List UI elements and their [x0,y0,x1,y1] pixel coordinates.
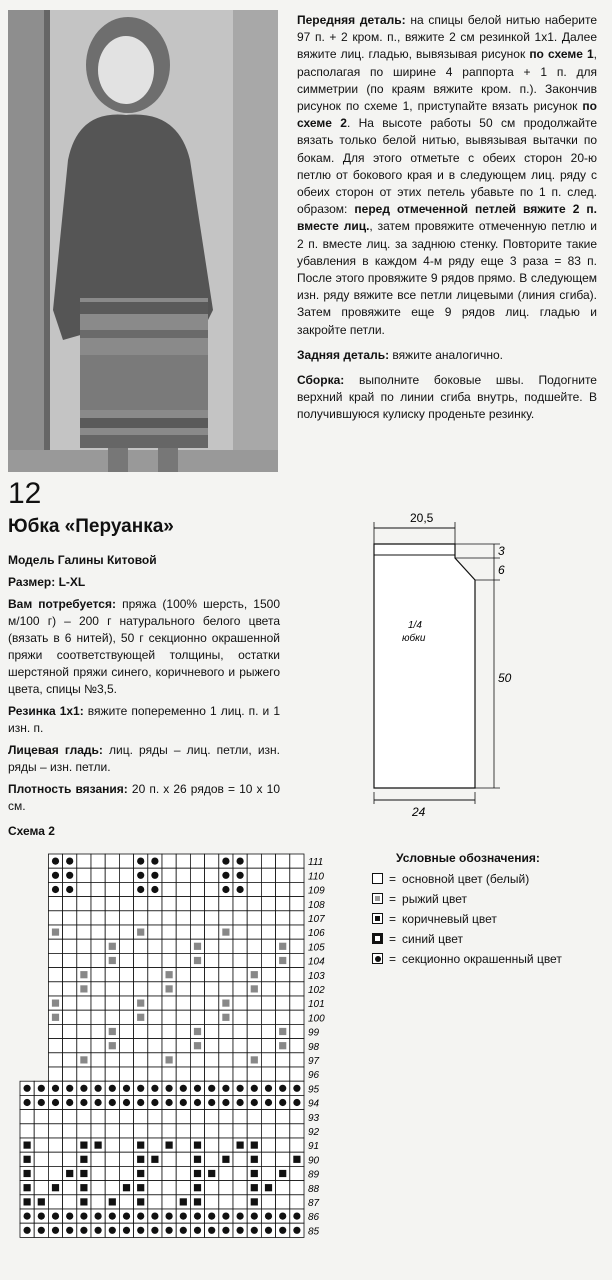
gauge: Плотность вязания: 20 п. х 26 рядов = 10 х 10 см. [8,782,280,813]
orange-swatch-icon [372,893,383,904]
legend-item-orange: = рыжий цвет [372,891,592,908]
legend [372,850,592,971]
legend-title: Условные обозначения: [396,851,540,865]
chart-row-number: 102 [308,985,325,996]
chart-row-number: 99 [308,1027,320,1039]
assembly: Сборка: выполните боковые швы. Подогните верхний край по линии сгиба внутрь, подшейте. В получившуюся кулиску проденьте резинку. [297,373,597,422]
sewing-pattern [360,500,520,820]
chart-row-number: 111 [308,857,324,869]
dim-50: 50 [498,671,512,685]
dim-6: 6 [498,563,505,577]
variegated-swatch-icon [372,953,383,964]
chart-row-number: 107 [308,914,325,925]
label-skirt: юбки [402,633,426,644]
chart-row-number: 95 [308,1084,320,1096]
dim-top: 20,5 [410,511,434,525]
rib: Резинка 1х1: вяжите попеременно 1 лиц. п. и 1 изн. п. [8,704,280,735]
chart-row-number: 97 [308,1056,320,1067]
chart-row-number: 89 [308,1169,320,1181]
label-quarter: 1/4 [408,620,422,631]
legend-item-brown: = коричневый цвет [372,911,592,928]
model-photo [8,10,278,472]
chart-row-number: 108 [308,899,325,911]
instructions-right [297,12,597,432]
chart-row-number: 85 [308,1226,320,1238]
dim-bottom: 24 [412,805,426,819]
chart-row-number: 109 [308,885,325,897]
blue-swatch-icon [372,933,383,944]
chart-row-number: 88 [308,1183,320,1195]
dim-3: 3 [498,544,505,558]
chart-row-number: 100 [308,1013,325,1025]
chart-row-number: 94 [308,1098,320,1110]
chart-row-number: 106 [308,928,325,940]
chart-row-number: 98 [308,1041,320,1053]
chart-row-number: 87 [308,1198,320,1209]
legend-item-white: = основной цвет (белый) [372,871,592,888]
chart-row-number: 96 [308,1070,320,1082]
stockinette: Лицевая гладь: лиц. ряды – лиц. петли, изн. ряды – изн. петли. [8,743,281,774]
chart-row-number: 93 [308,1112,320,1124]
materials: Вам потребуется: пряжа (100% шерсть, 1500 м/100 г) – 200 г натурального белого цвета (вязать в 6 нитей), 50 г секционно окрашенной пряжи соответствующей толщины, остатки шерстяной пряжи синего, коричневого и рыжего цвета, спицы №3,5. [8,597,280,696]
instructions-left [8,552,280,820]
knitting-chart [20,852,325,1248]
legend-item-variegated: = секционно окрашенный цвет [372,951,592,968]
chart-row-number: 91 [308,1141,320,1153]
chart-row-number: 105 [308,942,325,954]
size: Размер: L-XL [8,575,86,589]
chart-row-number: 90 [308,1155,320,1167]
back-part: Задняя деталь: вяжите аналогично. [297,347,504,362]
chart-row-number: 101 [308,999,325,1011]
page-title: Юбка «Перуанка» [8,516,174,537]
chart-row-number: 110 [308,871,324,883]
author: Модель Галины Китовой [8,553,157,567]
legend-item-blue: = синий цвет [372,931,592,948]
brown-swatch-icon [372,913,383,924]
front-part: Передняя деталь: на спицы белой нитью наберите 97 п. + 2 кром. п., вяжите 2 см резинкой 1х1. Далее вяжите лиц. гладью, вывязывая рисунок по схеме 1, располагая по ширине 4 раппорта + 1 п. для симметрии (по краям вяжите кром. п.). Закончив рисунок по схеме 1, приступайте вязать рисунок по схеме 2. На высоте работы 50 см продолжайте вязать только белой нитью, вывязывая вытачки по бокам. Для этого отметьте с обеих сторон 20-ю петлю от бокового края и в следующем лиц. ряду с обеих сторон от этих петель убавьте по 1 п. след. образом: перед отмеченной петлей вяжите 2 п. вместе лиц., затем провяжите отмеченную петлю и 2 п. вместе лиц. за заднюю стенку. Повторите такие убавления в каждом 4-м ряду еще 3 раза = 83 п. После этого провяжите 9 рядов прямо. В следующем изн. ряду вяжите все петли лицевыми (линия сгиба). Затем провяжите еще 9 рядов лиц. гладью и закройте петли. [297,13,597,337]
chart-row-number: 86 [308,1212,320,1224]
model-number: 12 [8,477,42,510]
chart-row-number: 104 [308,956,325,968]
chart-row-number: 92 [308,1127,320,1138]
white-swatch-icon [372,873,383,884]
chart-row-number: 103 [308,970,325,982]
scheme-title: Схема 2 [8,824,55,838]
